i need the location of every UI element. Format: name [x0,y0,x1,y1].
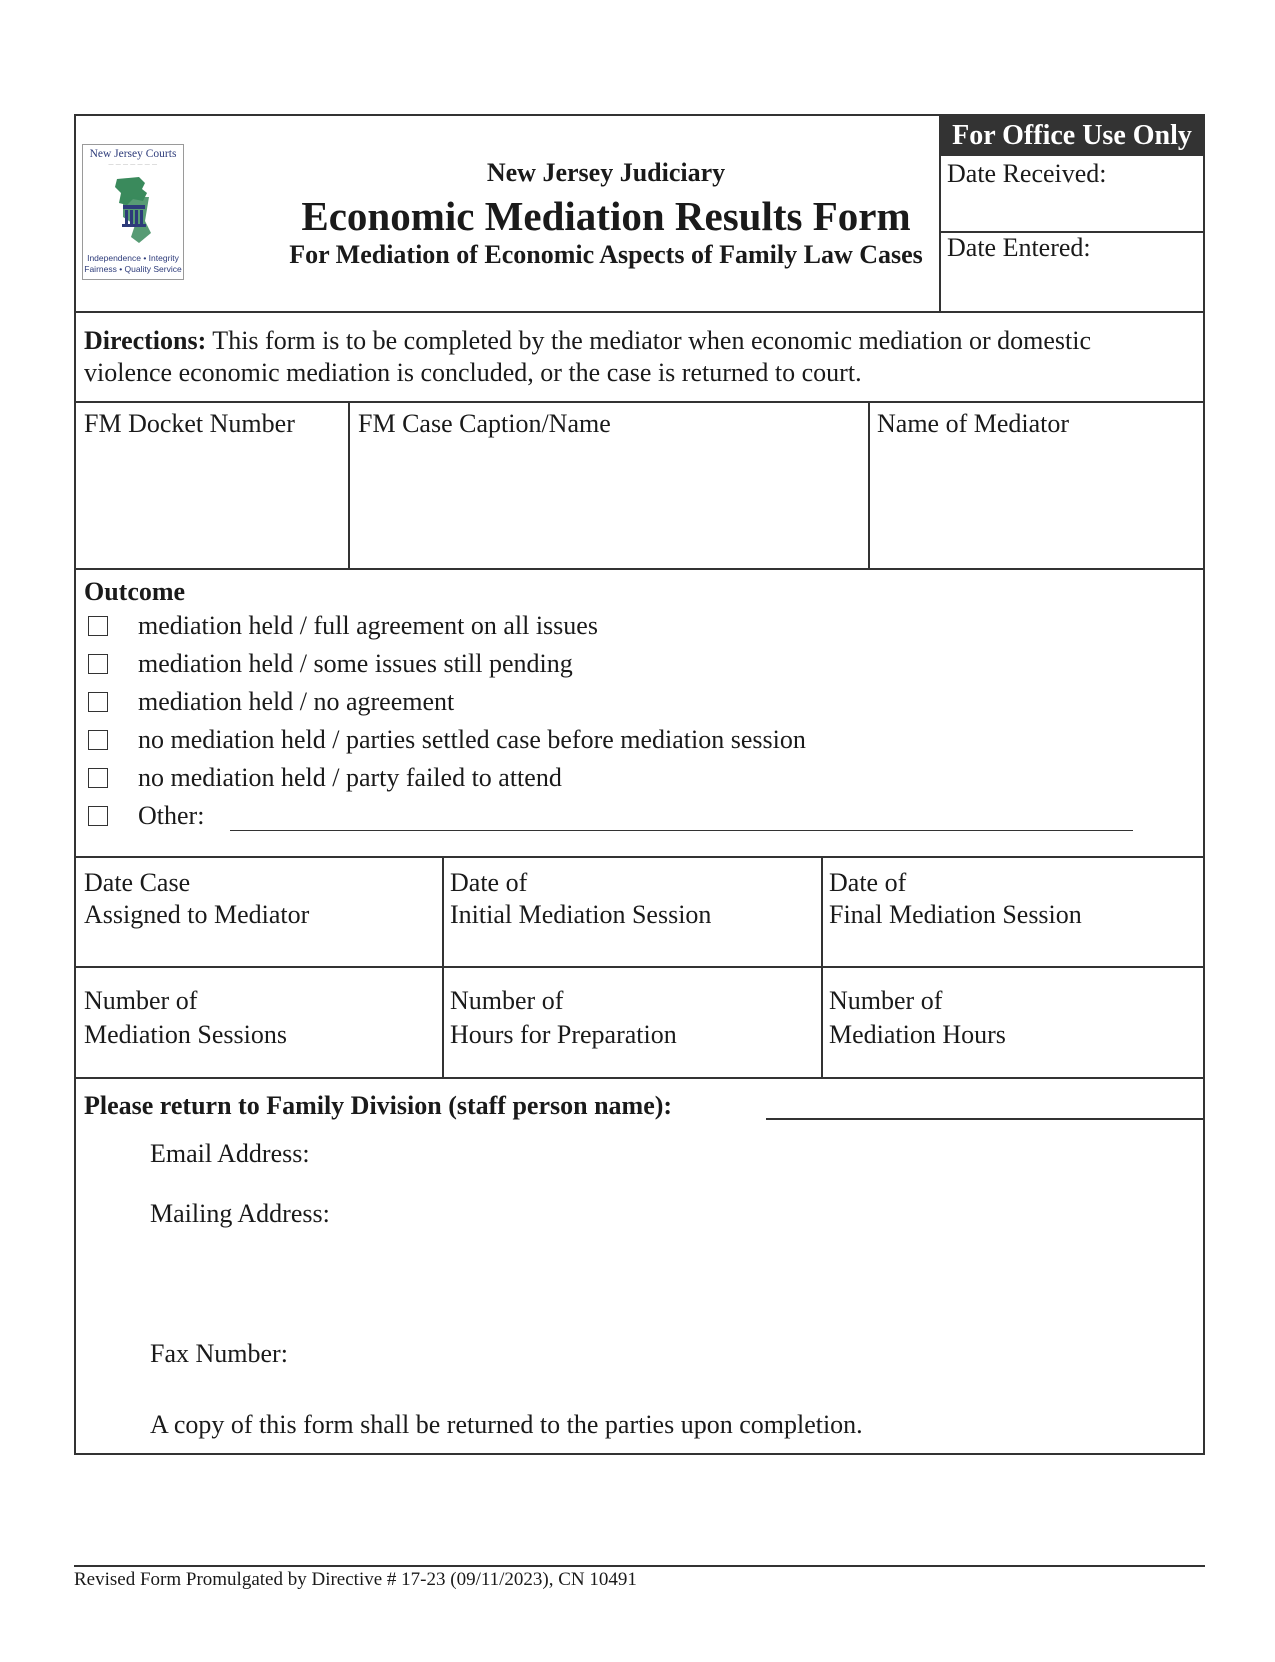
mediator-name-label: Name of Mediator [877,409,1070,438]
docket-number-field[interactable] [80,444,342,562]
nj-state-seal-icon [109,175,159,245]
outcome-other-input[interactable] [232,796,1132,828]
outcome-other-underline [230,830,1133,831]
fax-number-label: Fax Number: [150,1339,288,1368]
date-initial-label-2: Initial Mediation Session [450,900,712,929]
logo-motto-1: Independence • Integrity [87,253,179,263]
sessions-count-field[interactable] [80,1052,436,1072]
staff-name-input[interactable] [766,1084,1203,1116]
email-address-label: Email Address: [150,1139,310,1168]
office-use-heading: For Office Use Only [941,116,1203,156]
footer-directive: Revised Form Promulgated by Directive # 17-23 (09/11/2023), CN 10491 [74,1569,637,1590]
outcome-option-failed-attend: no mediation held / party failed to attend [138,763,562,792]
outcome-checkbox-no-agreement[interactable] [88,692,108,712]
mediator-name-field[interactable] [874,444,1200,562]
logo-motto-2: Fairness • Quality Service [84,264,182,274]
prep-hours-field[interactable] [446,1052,816,1072]
date-entered-label: Date Entered: [947,233,1091,262]
outcome-option-some-pending: mediation held / some issues still pending [138,649,573,678]
directions-line-2: violence economic mediation is concluded, or the case is returned to court. [84,358,862,387]
date-received-field[interactable] [942,192,1202,230]
outcome-option-full-agreement: mediation held / full agreement on all issues [138,611,598,640]
return-heading: Please return to Family Division (staff person name): [84,1091,673,1120]
prep-hours-label-2: Hours for Preparation [450,1020,677,1049]
date-received-label: Date Received: [947,159,1107,188]
organization-name: New Jersey Judiciary [486,158,726,187]
directions-label: Directions: [84,326,207,355]
date-assigned-field[interactable] [80,934,436,962]
date-assigned-label-1: Date Case [84,868,191,897]
outcome-option-other: Other: [138,801,205,830]
date-assigned-label-2: Assigned to Mediator [84,900,310,929]
mediation-hours-label-1: Number of [829,986,943,1015]
nj-courts-logo [82,144,184,280]
staff-name-underline [766,1118,1205,1120]
date-initial-field[interactable] [446,934,816,962]
sessions-count-label-2: Mediation Sessions [84,1020,287,1049]
mailing-address-label: Mailing Address: [150,1199,330,1228]
footer-rule [74,1565,1205,1567]
logo-rule: — — — — — — — [108,163,158,168]
mediation-results-form [74,114,1205,1455]
outcome-checkbox-failed-attend[interactable] [88,768,108,788]
date-final-label-1: Date of [829,868,907,897]
date-final-field[interactable] [825,934,1201,962]
outcome-option-no-agreement: mediation held / no agreement [138,687,455,716]
case-caption-field[interactable] [354,444,864,562]
logo-name: New Jersey Courts [89,148,177,160]
copy-note: A copy of this form shall be returned to the parties upon completion. [150,1410,863,1439]
directions-text-1: This form is to be completed by the mediator when economic mediation or domestic [206,326,1092,355]
date-initial-label-1: Date of [450,868,528,897]
mediation-hours-field[interactable] [825,1052,1201,1072]
mediation-hours-label-2: Mediation Hours [829,1020,1006,1049]
sessions-count-label-1: Number of [84,986,198,1015]
outcome-checkbox-other[interactable] [88,806,108,826]
date-final-label-2: Final Mediation Session [829,900,1082,929]
form-subtitle: For Mediation of Economic Aspects of Family Law Cases [289,240,923,269]
docket-number-label: FM Docket Number [84,409,295,438]
outcome-checkbox-full-agreement[interactable] [88,616,108,636]
case-caption-label: FM Case Caption/Name [358,409,611,438]
outcome-heading: Outcome [84,577,186,606]
prep-hours-label-1: Number of [450,986,564,1015]
outcome-checkbox-some-pending[interactable] [88,654,108,674]
date-entered-field[interactable] [942,266,1202,308]
outcome-checkbox-settled-before[interactable] [88,730,108,750]
directions-line-1 [84,325,1091,357]
form-title: Economic Mediation Results Form [301,193,911,239]
outcome-option-settled-before: no mediation held / parties settled case before mediation session [138,725,806,754]
